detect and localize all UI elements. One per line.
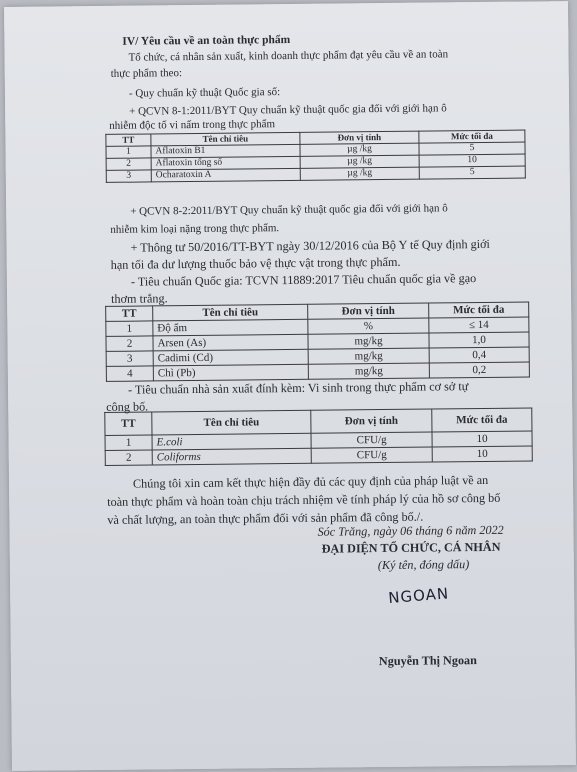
- cell: µg /kg: [300, 155, 419, 168]
- cell: 1,0: [429, 332, 529, 348]
- cell: mg/kg: [308, 363, 429, 379]
- cell: CFU/g: [311, 432, 432, 448]
- cell: 2: [106, 336, 153, 351]
- cell: Coliforms: [152, 448, 311, 465]
- cell: 0,4: [429, 347, 529, 363]
- manufacturer-standard-line-2: công bố.: [106, 399, 149, 414]
- commitment-line-1: Chúng tôi xin cam kết thực hiện đầy đủ các quy định của pháp luật về an: [132, 472, 489, 491]
- cell: Cadimi (Cd): [153, 349, 308, 366]
- col-name: Tên chỉ tiêu: [152, 410, 311, 435]
- cell: Aflatoxin tổng số: [151, 156, 300, 170]
- representative-title: ĐẠI DIỆN TỔ CHỨC, CÁ NHÂN: [321, 539, 501, 556]
- national-standard-line: - Quy chuẩn kỹ thuật Quốc gia số:: [128, 86, 281, 100]
- rice-standard-table: [105, 301, 530, 381]
- cell: µg /kg: [300, 167, 419, 180]
- cell: 1: [105, 435, 152, 450]
- col-max: Mức tối đa: [429, 302, 529, 318]
- qcvn-8-1-line-1: + QCVN 8-1:2011/BYT Quy chuẩn kỹ thuật quốc gia đối với giới hạn ô: [129, 102, 447, 118]
- document-page: [4, 1, 576, 771]
- cell: Arsen (As): [153, 334, 308, 351]
- cell: Chì (Pb): [153, 364, 308, 381]
- col-unit: Đơn vị tính: [308, 303, 429, 319]
- cell: 3: [106, 170, 151, 182]
- tcvn-line-1: - Tiêu chuẩn Quốc gia: TCVN 11889:2017 Tiêu chuẩn quốc gia về gạo: [130, 271, 477, 289]
- cell: 10: [432, 446, 532, 462]
- col-tt: TT: [105, 412, 152, 435]
- cell: 2: [105, 450, 152, 465]
- col-unit: Đơn vị tính: [311, 409, 432, 433]
- cell: 5: [419, 142, 525, 155]
- tcvn-line-2: thơm trắng.: [111, 291, 168, 306]
- cell: 1: [106, 146, 151, 158]
- signer-name: Nguyễn Thị Ngoan: [378, 653, 477, 669]
- cell: E.coli: [152, 433, 311, 450]
- col-max: Mức tối đa: [432, 408, 532, 432]
- col-name: Tên chỉ tiêu: [153, 304, 308, 321]
- cell: µg /kg: [300, 143, 419, 156]
- cell: ≤ 14: [429, 317, 529, 333]
- cell: 10: [432, 431, 532, 447]
- cell: mg/kg: [308, 333, 429, 349]
- col-tt: TT: [106, 306, 153, 321]
- cell: 2: [106, 158, 151, 170]
- col-max: Mức tối đa: [419, 130, 525, 143]
- circular-line-1: + Thông tư 50/2016/TT-BYT ngày 30/12/2016 của Bộ Y tế Quy định giới: [130, 236, 490, 255]
- commitment-line-2: toàn thực phẩm và hoàn toàn chịu trách nhiệm về tính pháp lý của hồ sơ công bố: [107, 490, 501, 509]
- cell: 5: [419, 166, 525, 179]
- col-tt: TT: [106, 134, 151, 146]
- sign-note: (Ký tên, đóng dấu): [377, 557, 470, 573]
- cell: 0,2: [429, 362, 529, 378]
- circular-line-2: hạn tối đa dư lượng thuốc bảo vệ thực vật trong thực phẩm.: [110, 254, 401, 272]
- col-unit: Đơn vị tính: [300, 131, 419, 144]
- qcvn-8-1-line-2: nhiễm độc tố vi nấm trong thực phẩm: [109, 118, 276, 132]
- commitment-line-3: và chất lượng, an toàn thực phẩm đối với sản phẩm đã công bố./.: [107, 509, 424, 527]
- manufacturer-standard-line-1: - Tiêu chuẩn nhà sản xuất đính kèm: Vi sinh trong thực phẩm cơ sở tự: [127, 379, 469, 397]
- cell: 10: [419, 154, 525, 167]
- cell: 3: [106, 351, 153, 366]
- microbiology-table: [104, 407, 533, 465]
- qcvn-8-2-line-2: nhiễm kim loại nặng trong thực phẩm.: [110, 222, 280, 236]
- cell: 4: [106, 366, 153, 381]
- cell: %: [308, 318, 429, 334]
- cell: Ocharatoxin A: [151, 168, 300, 182]
- intro-line-1: Tổ chức, cá nhân sản xuất, kinh doanh thực phẩm đạt yêu cầu về an toàn: [128, 48, 449, 64]
- cell: Aflatoxin B1: [151, 144, 300, 158]
- section-heading: IV/ Yêu cầu về an toàn thực phẩm: [122, 33, 291, 48]
- place-date: Sóc Trăng, ngày 06 tháng 6 năm 2022: [317, 522, 504, 539]
- handwritten-signature: NGOAN: [387, 584, 450, 608]
- qcvn-8-2-line-1: + QCVN 8-2:2011/BYT Quy chuẩn kỹ thuật quốc gia đối với giới hạn ô: [130, 202, 448, 218]
- intro-line-2: thực phẩm theo:: [110, 67, 183, 80]
- mycotoxin-table: [105, 130, 525, 183]
- cell: Độ ẩm: [153, 319, 308, 336]
- cell: 1: [106, 321, 153, 336]
- col-name: Tên chỉ tiêu: [151, 132, 300, 146]
- cell: CFU/g: [311, 447, 432, 463]
- cell: mg/kg: [308, 348, 429, 364]
